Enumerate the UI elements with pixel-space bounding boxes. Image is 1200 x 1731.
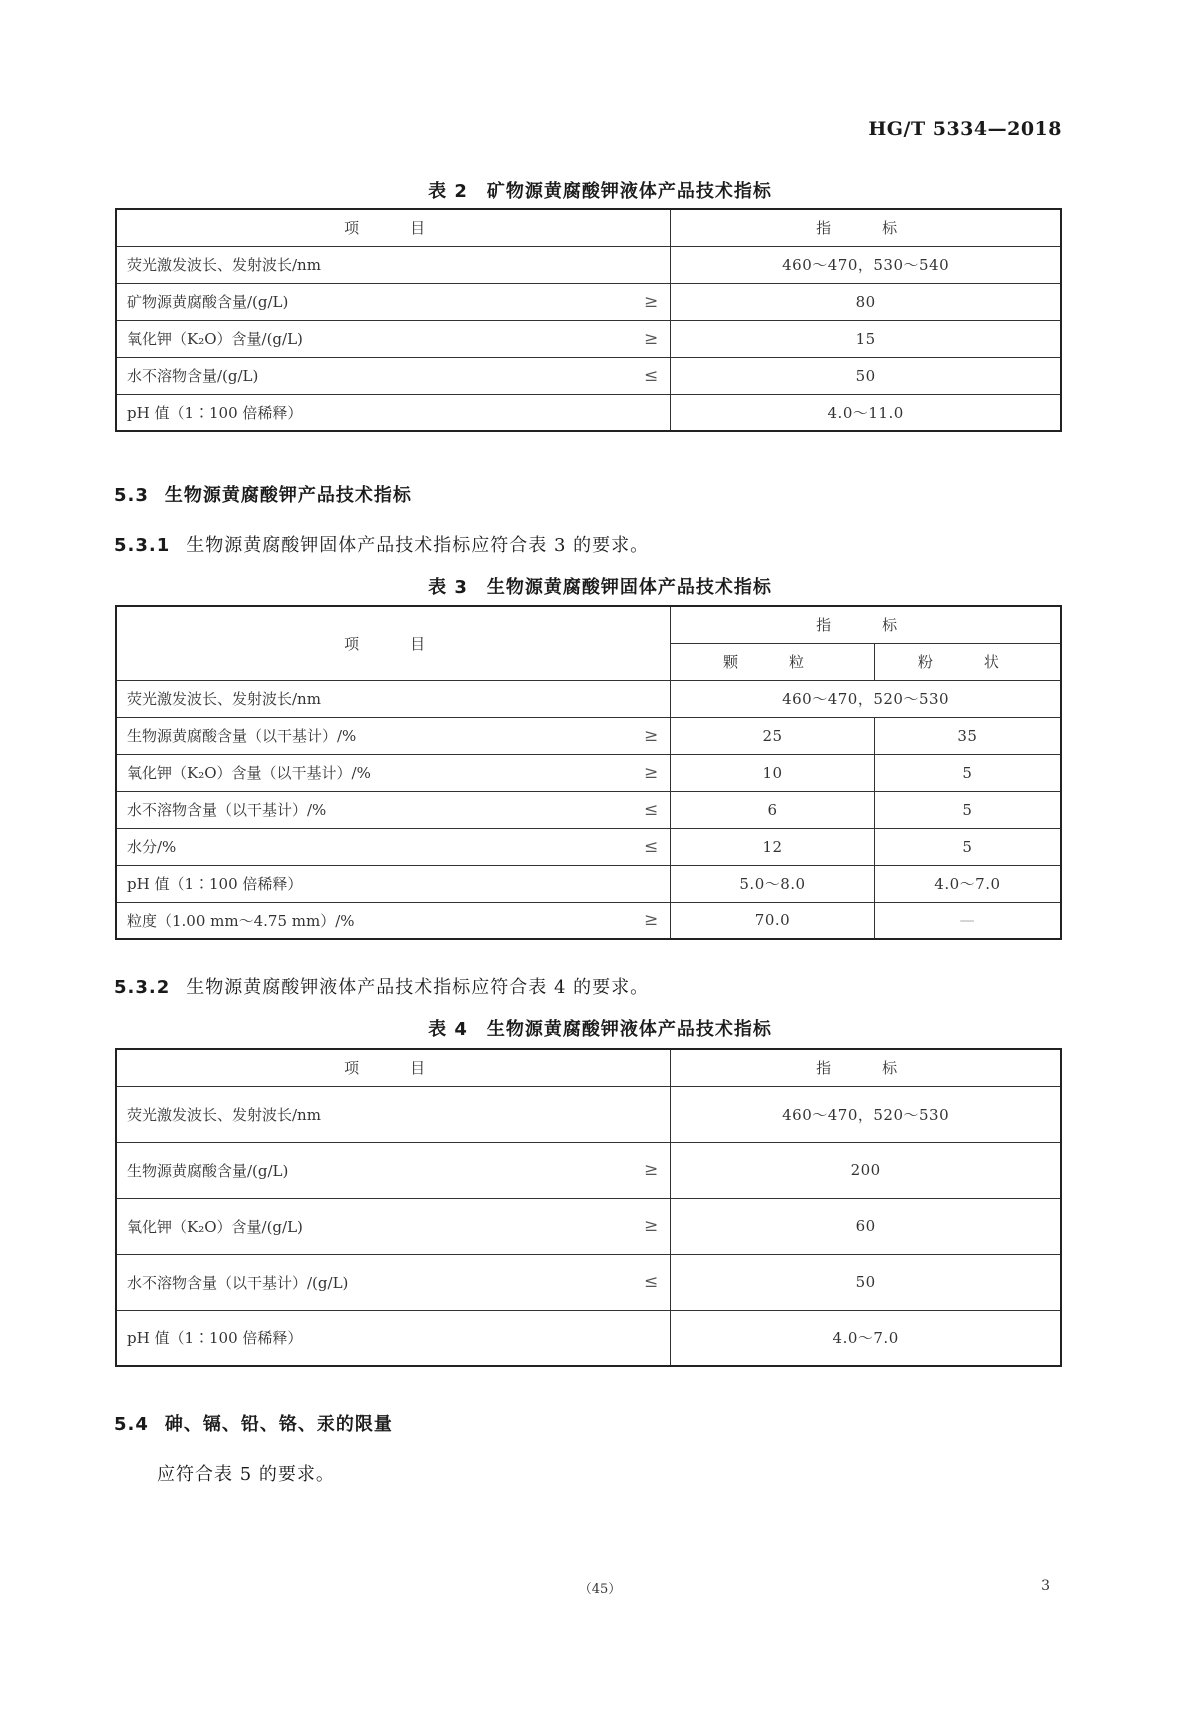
row-label: 氧化钾（K₂O）含量/(g/L) ≥: [116, 320, 671, 357]
row-value-granule: 12: [671, 828, 875, 865]
row-value: 80: [671, 283, 1061, 320]
table2-title: 表 2 矿物源黄腐酸钾液体产品技术指标: [428, 181, 772, 202]
row-value: 4.0～7.0: [671, 1310, 1061, 1366]
row-label: 水分/% ≤: [116, 828, 671, 865]
row-value: 200: [671, 1142, 1061, 1198]
section-5-3-2: 5.3.2 生物源黄腐酸钾液体产品技术指标应符合表 4 的要求。: [114, 977, 650, 998]
table2: [115, 208, 1062, 432]
table-row: [116, 246, 1061, 283]
table2-col-item: 项 目: [116, 209, 671, 246]
table-row: [116, 1310, 1061, 1366]
row-value-granule: 70.0: [671, 902, 875, 939]
row-label: 生物源黄腐酸含量/(g/L) ≥: [116, 1142, 671, 1198]
row-value-powder: 35: [874, 717, 1061, 754]
row-value: 460～470，530～540: [671, 246, 1061, 283]
row-value: 50: [671, 1254, 1061, 1310]
row-value-granule: 5.0～8.0: [671, 865, 875, 902]
section-5-3-1: 5.3.1 生物源黄腐酸钾固体产品技术指标应符合表 3 的要求。: [114, 535, 650, 556]
row-label: 水不溶物含量/(g/L) ≤: [116, 357, 671, 394]
row-value: 15: [671, 320, 1061, 357]
row-label: 氧化钾（K₂O）含量/(g/L) ≥: [116, 1198, 671, 1254]
row-value-granule: 10: [671, 754, 875, 791]
table-row: [116, 1142, 1061, 1198]
table-row: [116, 357, 1061, 394]
table-row: [116, 828, 1061, 865]
row-label: 矿物源黄腐酸含量/(g/L) ≥: [116, 283, 671, 320]
table-row: [116, 865, 1061, 902]
row-value-powder: 5: [874, 791, 1061, 828]
section-5-4-heading: 5.4 砷、镉、铅、铬、汞的限量: [114, 1414, 393, 1435]
table-row: [116, 320, 1061, 357]
row-value: 60: [671, 1198, 1061, 1254]
table-row: [116, 1254, 1061, 1310]
table4: [115, 1048, 1062, 1367]
table-row: [116, 1198, 1061, 1254]
row-value-granule: 6: [671, 791, 875, 828]
table-row: [116, 791, 1061, 828]
row-value: 4.0～11.0: [671, 394, 1061, 431]
table-row: [116, 717, 1061, 754]
section-5-4-text: 应符合表 5 的要求。: [157, 1464, 335, 1485]
table4-col-item: 项 目: [116, 1049, 671, 1086]
table-row: [116, 902, 1061, 939]
table2-header-row: [116, 209, 1061, 246]
table-row: [116, 283, 1061, 320]
row-value-powder: 5: [874, 754, 1061, 791]
table3-col-item: 项 目: [116, 606, 671, 680]
table-row: [116, 754, 1061, 791]
table3-header-row: [116, 606, 1061, 643]
table4-header-row: [116, 1049, 1061, 1086]
table4-title: 表 4 生物源黄腐酸钾液体产品技术指标: [428, 1019, 772, 1040]
row-label: pH 值（1∶100 倍稀释）: [116, 865, 671, 902]
table3: [115, 605, 1062, 940]
row-value-granule: 25: [671, 717, 875, 754]
row-label: 荧光激发波长、发射波长/nm: [116, 680, 671, 717]
table4-col-index: 指 标: [671, 1049, 1061, 1086]
table3-col-granule: 颗 粒: [671, 643, 875, 680]
table-row: [116, 680, 1061, 717]
table-row: [116, 394, 1061, 431]
row-label: pH 值（1∶100 倍稀释）: [116, 394, 671, 431]
footer-center-mark: （45）: [578, 1582, 622, 1597]
row-label: 粒度（1.00 mm～4.75 mm）/% ≥: [116, 902, 671, 939]
row-value-powder: 4.0～7.0: [874, 865, 1061, 902]
row-label: 水不溶物含量（以干基计）/(g/L) ≤: [116, 1254, 671, 1310]
table3-title: 表 3 生物源黄腐酸钾固体产品技术指标: [428, 577, 772, 598]
row-label: pH 值（1∶100 倍稀释）: [116, 1310, 671, 1366]
row-label: 生物源黄腐酸含量（以干基计）/% ≥: [116, 717, 671, 754]
page-number: 3: [1041, 1578, 1050, 1594]
row-value-merged: 460～470，520～530: [671, 680, 1061, 717]
row-label: 荧光激发波长、发射波长/nm: [116, 246, 671, 283]
table3-col-index: 指 标: [671, 606, 1061, 643]
row-label: 荧光激发波长、发射波长/nm: [116, 1086, 671, 1142]
table-row: [116, 1086, 1061, 1142]
row-value-powder: —: [874, 902, 1061, 939]
row-value: 50: [671, 357, 1061, 394]
standard-code: HG/T 5334—2018: [868, 118, 1062, 140]
row-value-powder: 5: [874, 828, 1061, 865]
section-5-3-heading: 5.3 生物源黄腐酸钾产品技术指标: [114, 485, 412, 506]
row-label: 氧化钾（K₂O）含量（以干基计）/% ≥: [116, 754, 671, 791]
row-value: 460～470，520～530: [671, 1086, 1061, 1142]
table3-col-powder: 粉 状: [874, 643, 1061, 680]
row-label: 水不溶物含量（以干基计）/% ≤: [116, 791, 671, 828]
table2-col-index: 指 标: [671, 209, 1061, 246]
